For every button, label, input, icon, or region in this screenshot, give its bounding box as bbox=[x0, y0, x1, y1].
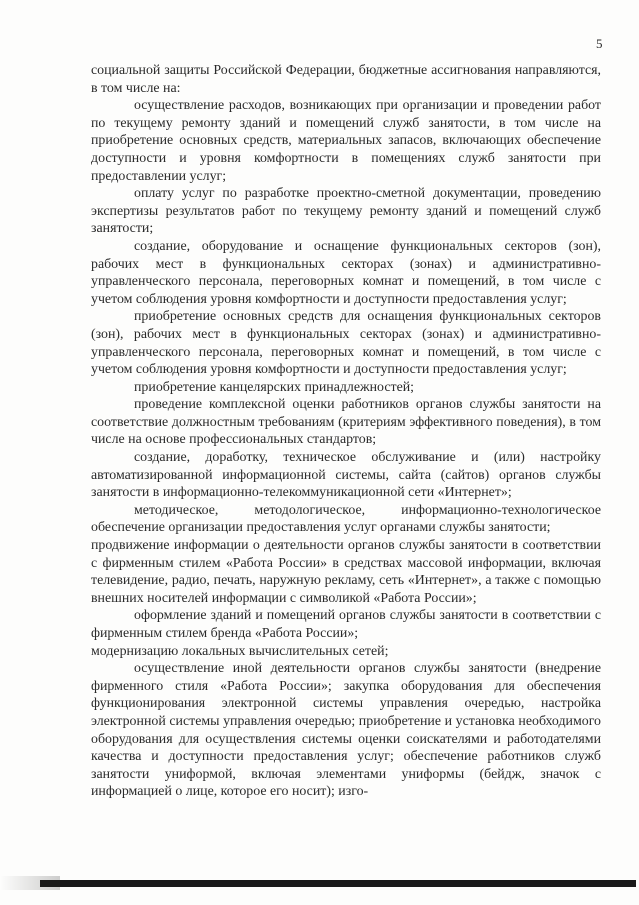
paragraph: оплату услуг по разработке проектно-сметной документации, проведению экспертизы результатов работ по текущему ремонту зданий и помещений служб занятости; bbox=[91, 186, 601, 237]
paragraph: социальной защиты Российской Федерации, бюджетные ассигнования направляются, в том числе на: bbox=[91, 63, 601, 96]
scan-edge-bar bbox=[40, 880, 636, 887]
paragraph: приобретение основных средств для оснащения функциональных секторов (зон), рабочих мест в функциональных секторах (зонах) и административно-управленческого персонала, переговорных комнат и помещений, в том числе с учетом соблюдения уровня комфортности и доступности предоставления услуг; bbox=[91, 309, 601, 378]
paragraph: продвижение информации о деятельности органов службы занятости в соответствии с фирменным стилем «Работа России» в средствах массовой информации, включая телевидение, радио, печать, наружную рекламу, сеть «Интернет», а также с помощью внешних носителей информации с символикой «Работа России»; bbox=[91, 538, 601, 606]
paragraph: оформление зданий и помещений органов службы занятости в соответствии с фирменным стилем бренда «Работа России»; bbox=[91, 608, 601, 641]
paragraph: модернизацию локальных вычислительных сетей; bbox=[91, 643, 389, 659]
paragraph: приобретение канцелярских принадлежностей; bbox=[134, 379, 415, 395]
document-body bbox=[91, 62, 601, 801]
paragraph: создание, оборудование и оснащение функциональных секторов (зон), рабочих мест в функциональных секторах (зонах) и административно-управленческого персонала, переговорных комнат и помещений, в том числе с учетом соблюдения уровня комфортности и доступности предоставления услуг; bbox=[91, 238, 601, 307]
paragraph: осуществление иной деятельности органов службы занятости (внедрение фирменного стиля «Работа России»; закупка оборудования для обеспечения функционирования электронной системы управления очередью, настройка электронной системы управления очередью; приобретение и установка необходимого оборудования для осуществления системы оценки соискателями и работодателями качества и доступности предоставления услуг; обеспечение работников служб занятости униформой, включая элементами униформы (бейдж, значок с информацией о лице, которое его носит); изго- bbox=[91, 661, 601, 800]
page-number: 5 bbox=[596, 36, 603, 51]
paragraph: осуществление расходов, возникающих при организации и проведении работ по текущему ремонту зданий и помещений служб занятости, в том числе на приобретение основных средств, материальных запасов, включающих обеспечение доступности и уровня комфортности в помещениях служб занятости при предоставлении услуг; bbox=[91, 98, 601, 184]
paragraph: проведение комплексной оценки работников органов службы занятости на соответствие должностным требованиям (критериям эффективного поведения), в том числе на основе профессиональных стандартов; bbox=[91, 397, 601, 448]
paragraph: методическое, методологическое, информационно-технологическое обеспечение организации предоставления услуг органами службы занятости; bbox=[91, 502, 601, 536]
paragraph: создание, доработку, техническое обслуживание и (или) настройку автоматизированной информационной системы, сайта (сайтов) органов службы занятости в информационно-телекоммуникационной сети «Интернет»; bbox=[91, 450, 601, 501]
